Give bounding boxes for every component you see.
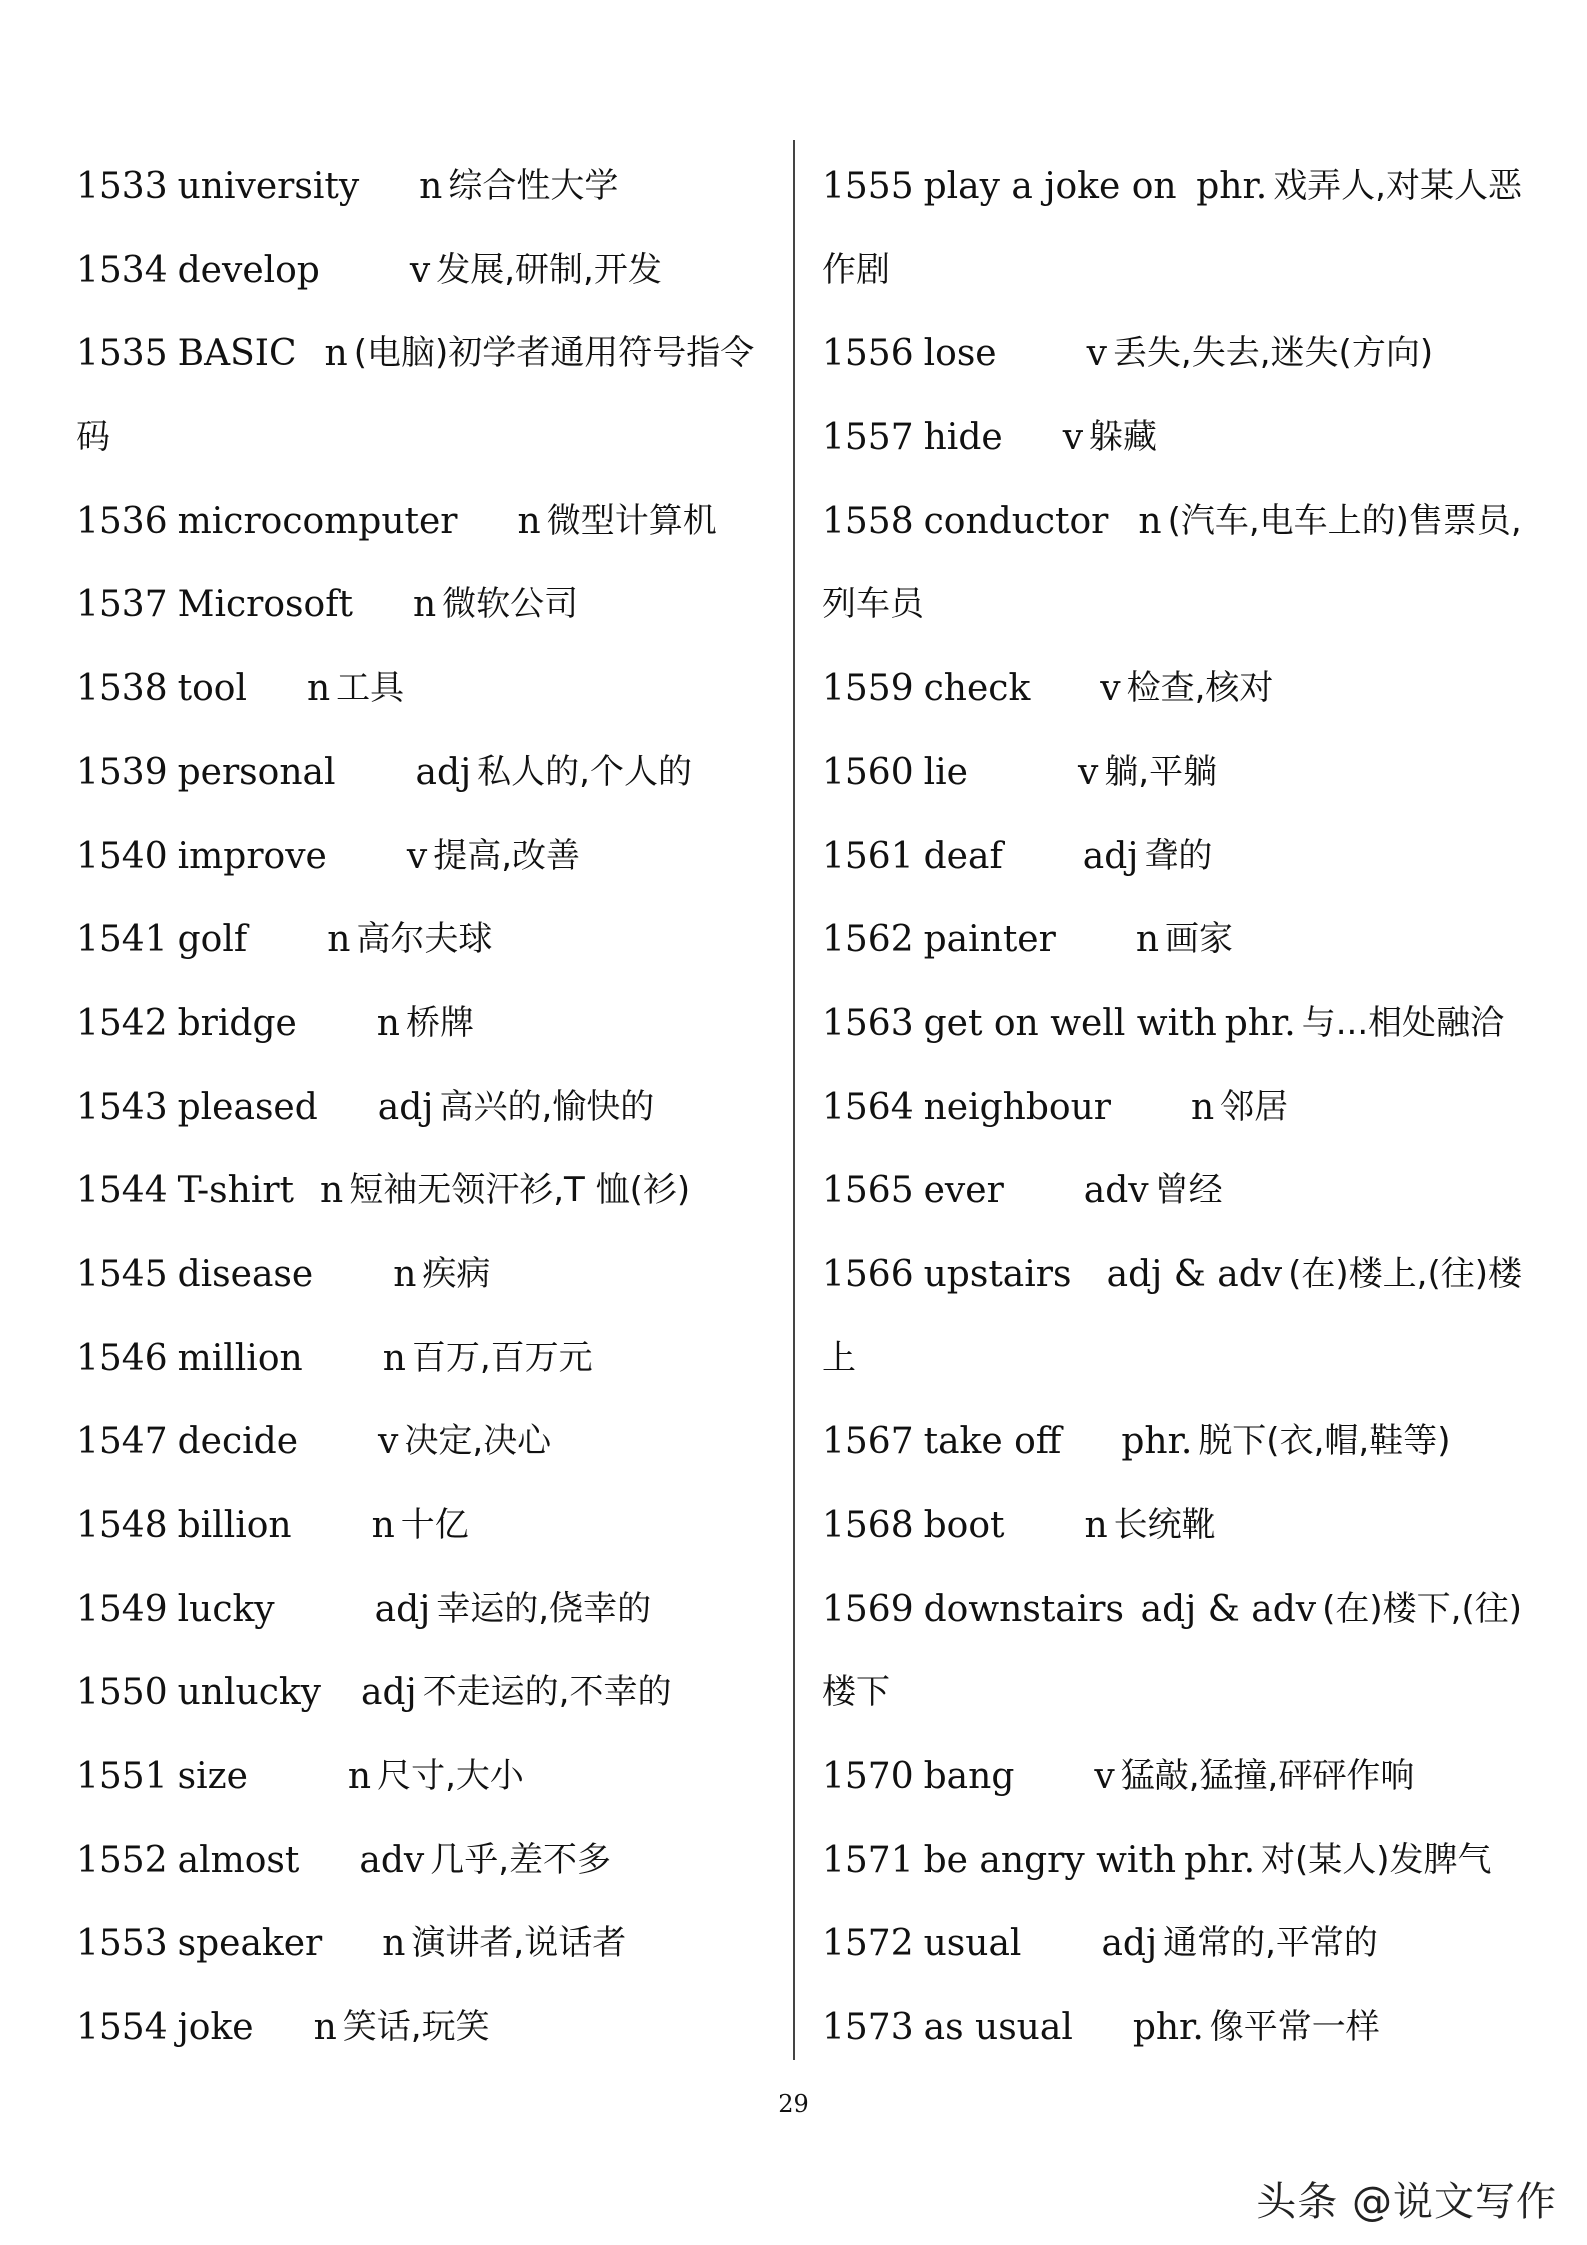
entry-definition: (电脑)初学者通用符号指令 [353, 333, 755, 374]
entry-definition: 提高,改善 [433, 835, 581, 876]
entry-number: 1545 [76, 1253, 168, 1295]
entry-number: 1538 [76, 668, 168, 710]
entry-part-of-speech: n [382, 1337, 406, 1379]
entry-definition: 高兴的,愉快的 [439, 1086, 655, 1127]
entry-definition: 工具 [336, 668, 405, 709]
entry-word: decide [177, 1421, 298, 1463]
entry-part-of-speech: phr. [1121, 1421, 1193, 1463]
entry-definition: 幸运的,侥幸的 [436, 1588, 652, 1629]
entry-definition: 笑话,玩笑 [342, 2007, 490, 2048]
entry-number: 1561 [822, 835, 914, 877]
entry-part-of-speech: adj [1101, 1923, 1158, 1965]
entry-word: conductor [923, 500, 1109, 542]
entry-word: boot [923, 1505, 1005, 1546]
entry-definition: 聋的 [1144, 835, 1213, 876]
entry-word: almost [177, 1839, 300, 1881]
entry-part-of-speech: v [406, 835, 428, 877]
entry-part-of-speech: v [1094, 1756, 1115, 1798]
entry-definition: 疾病 [422, 1253, 491, 1294]
vocab-entry [822, 312, 1522, 396]
entry-part-of-speech: phr. [1196, 166, 1268, 207]
entry-part-of-speech: n [313, 2007, 337, 2049]
entry-word: deaf [923, 835, 1003, 877]
entry-number: 1546 [76, 1337, 168, 1379]
entry-definition: 十亿 [400, 1505, 469, 1545]
entry-number: 1555 [822, 166, 914, 207]
page-number: 29 [778, 2090, 809, 2118]
entry-definition: 尺寸,大小 [377, 1756, 524, 1797]
entry-number: 1542 [76, 1002, 168, 1044]
entry-number: 1552 [76, 1839, 168, 1881]
entry-part-of-speech: adj & adv [1140, 1588, 1317, 1630]
entry-number: 1559 [822, 668, 914, 710]
vocab-entry [76, 1651, 766, 1735]
vocab-entry [76, 1902, 766, 1986]
vocab-entry [822, 1233, 1522, 1317]
entry-definition: 检查,核对 [1126, 668, 1274, 709]
entry-definition: 作剧 [822, 249, 890, 290]
entry-part-of-speech: phr. [1184, 1839, 1256, 1881]
vocab-entry [822, 1149, 1522, 1233]
entry-number: 1557 [822, 417, 914, 459]
entry-definition: 微软公司 [442, 584, 579, 625]
entry-number: 1560 [822, 751, 914, 793]
vocab-entry [76, 1317, 766, 1401]
vocab-entry [822, 1819, 1522, 1903]
vocab-entry [822, 1902, 1522, 1986]
entry-part-of-speech: n [419, 166, 443, 207]
vocab-entry [822, 1484, 1522, 1568]
column-divider [793, 140, 795, 2060]
entry-word: upstairs [923, 1253, 1072, 1295]
entry-definition: 微型计算机 [546, 500, 717, 541]
entry-number: 1571 [822, 1839, 914, 1881]
entry-word: usual [923, 1923, 1022, 1965]
vocab-entry [76, 229, 766, 313]
entry-continuation [822, 1317, 1522, 1401]
entry-number: 1563 [822, 1002, 914, 1044]
vocab-entry [76, 982, 766, 1066]
entry-part-of-speech: v [409, 249, 431, 291]
entry-part-of-speech: n [376, 1002, 400, 1044]
entry-number: 1544 [76, 1170, 168, 1212]
entry-number: 1543 [76, 1086, 168, 1128]
entry-definition: 长统靴 [1113, 1505, 1216, 1545]
entry-number: 1567 [822, 1421, 914, 1463]
entry-definition: 上 [822, 1337, 856, 1378]
entry-part-of-speech: adv [1083, 1170, 1149, 1212]
entry-number: 1534 [76, 249, 168, 291]
entry-number: 1558 [822, 500, 914, 542]
entry-number: 1568 [822, 1505, 914, 1546]
entry-word: painter [923, 919, 1056, 961]
entry-part-of-speech: v [378, 1421, 399, 1463]
entry-part-of-speech: n [347, 1756, 372, 1798]
vocab-entry [822, 1568, 1522, 1652]
vocab-entry [822, 480, 1522, 564]
vocab-entry [822, 396, 1522, 480]
entry-word: T-shirt [177, 1170, 295, 1212]
entry-word: play a joke on [923, 166, 1177, 207]
entry-word: bang [923, 1756, 1015, 1798]
entry-definition: 综合性大学 [448, 166, 619, 206]
vocab-entry [76, 312, 766, 396]
entry-part-of-speech: n [393, 1253, 417, 1295]
vocab-entry [76, 1986, 766, 2070]
entry-word: lie [923, 751, 968, 793]
entry-number: 1556 [822, 333, 914, 375]
entry-number: 1533 [76, 166, 168, 207]
entry-number: 1535 [76, 333, 168, 375]
entry-word: joke [177, 2007, 254, 2049]
entry-number: 1536 [76, 500, 168, 542]
vocab-entry [822, 1066, 1522, 1150]
entry-word: Microsoft [177, 584, 353, 626]
vocab-entry [76, 1149, 766, 1233]
vocab-entry [822, 731, 1522, 815]
vocab-entry [822, 1400, 1522, 1484]
entry-part-of-speech: adv [359, 1839, 425, 1881]
entry-definition: (汽车,电车上的)售票员, [1167, 500, 1522, 541]
entry-word: microcomputer [177, 500, 458, 542]
entry-word: hide [923, 417, 1003, 459]
entry-number: 1570 [822, 1756, 914, 1798]
entry-part-of-speech: v [1100, 668, 1121, 710]
right-column [822, 145, 1522, 2070]
entry-word: check [923, 668, 1031, 710]
entry-number: 1550 [76, 1672, 168, 1714]
entry-word: university [177, 166, 360, 207]
entry-part-of-speech: v [1062, 417, 1084, 459]
entry-part-of-speech: n [1138, 500, 1162, 542]
entry-continuation [76, 396, 766, 480]
entry-definition: 像平常一样 [1209, 2007, 1380, 2048]
left-column [76, 145, 766, 2070]
entry-definition: 演讲者,说话者 [411, 1923, 627, 1964]
entry-part-of-speech: adj [361, 1672, 417, 1714]
entry-definition: 决定,决心 [404, 1421, 552, 1462]
vocab-entry [822, 1986, 1522, 2070]
entry-word: golf [177, 919, 248, 961]
vocab-entry [76, 898, 766, 982]
vocab-entry [76, 1066, 766, 1150]
entry-part-of-speech: adj [415, 751, 472, 793]
vocab-entry [76, 647, 766, 731]
vocab-entry [822, 1735, 1522, 1819]
vocab-entry [76, 563, 766, 647]
entry-definition: 脱下(衣,帽,鞋等) [1198, 1421, 1451, 1462]
entry-word: billion [177, 1505, 292, 1546]
entry-number: 1573 [822, 2007, 914, 2049]
entry-part-of-speech: adj & adv [1106, 1253, 1283, 1295]
entry-part-of-speech: n [324, 333, 348, 375]
vocab-entry [76, 815, 766, 899]
entry-number: 1553 [76, 1923, 168, 1965]
entry-word: take off [923, 1421, 1062, 1463]
entry-word: size [177, 1756, 248, 1798]
entry-part-of-speech: n [327, 919, 351, 961]
entry-number: 1549 [76, 1588, 168, 1630]
entry-word: unlucky [177, 1672, 322, 1714]
entry-word: bridge [177, 1002, 297, 1044]
entry-number: 1564 [822, 1086, 914, 1128]
vocab-entry [76, 1568, 766, 1652]
entry-continuation [822, 1651, 1522, 1735]
entry-definition: 不走运的,不幸的 [422, 1672, 672, 1713]
entry-number: 1572 [822, 1923, 914, 1965]
entry-word: downstairs [923, 1588, 1124, 1630]
entry-definition: (在)楼上,(往)楼 [1288, 1253, 1522, 1294]
entry-continuation [822, 229, 1522, 313]
entry-word: pleased [177, 1086, 318, 1128]
vocab-entry [822, 647, 1522, 731]
vocab-entry [76, 1819, 766, 1903]
entry-number: 1569 [822, 1588, 914, 1630]
entry-word: develop [177, 249, 320, 291]
vocab-entry [76, 1484, 766, 1568]
entry-part-of-speech: n [412, 584, 437, 626]
entry-number: 1547 [76, 1421, 168, 1463]
entry-definition: 曾经 [1154, 1170, 1223, 1211]
vocab-entry [76, 1400, 766, 1484]
entry-word: get on well with [923, 1002, 1217, 1044]
entry-part-of-speech: phr. [1132, 2007, 1204, 2049]
entry-definition: 桥牌 [405, 1002, 474, 1043]
entry-definition: 画家 [1165, 919, 1233, 960]
entry-number: 1566 [822, 1253, 914, 1295]
entry-definition: 短袖无领汗衫,T 恤(衫) [349, 1170, 691, 1211]
entry-definition: 几乎,差不多 [430, 1839, 612, 1880]
entry-number: 1537 [76, 584, 168, 626]
entry-number: 1540 [76, 835, 168, 877]
vocab-entry [822, 982, 1522, 1066]
entry-definition: 邻居 [1220, 1086, 1289, 1127]
entry-definition: 躲藏 [1089, 417, 1158, 458]
entry-definition: 百万,百万元 [411, 1337, 593, 1378]
entry-definition: 猛敲,猛撞,砰砰作响 [1120, 1756, 1415, 1797]
entry-number: 1539 [76, 751, 168, 793]
entry-part-of-speech: phr. [1224, 1002, 1296, 1044]
vocab-entry [76, 480, 766, 564]
entry-word: speaker [177, 1923, 323, 1965]
vocab-entry [822, 815, 1522, 899]
vocab-entry [822, 145, 1522, 229]
entry-number: 1562 [822, 919, 914, 961]
entry-number: 1548 [76, 1505, 168, 1546]
entry-word: BASIC [177, 333, 297, 375]
entry-part-of-speech: v [1077, 751, 1099, 793]
entry-word: as usual [923, 2007, 1073, 2049]
entry-definition: 与...相处融洽 [1301, 1002, 1505, 1043]
entry-word: lose [923, 333, 997, 375]
vocab-entry [76, 145, 766, 229]
entry-part-of-speech: adj [374, 1588, 431, 1630]
entry-word: personal [177, 751, 336, 793]
entry-definition: 高尔夫球 [356, 919, 493, 960]
entry-part-of-speech: n [382, 1923, 406, 1965]
entry-definition: 发展,研制,开发 [436, 249, 662, 290]
vocab-entry [76, 731, 766, 815]
entry-definition: 私人的,个人的 [477, 751, 692, 792]
entry-part-of-speech: n [1084, 1505, 1108, 1546]
entry-definition: 楼下 [822, 1672, 890, 1713]
entry-word: tool [177, 668, 247, 710]
entry-definition: 列车员 [822, 584, 924, 625]
entry-part-of-speech: adj [377, 1086, 434, 1128]
entry-word: be angry with [923, 1839, 1177, 1881]
entry-part-of-speech: n [371, 1505, 395, 1546]
entry-number: 1551 [76, 1756, 168, 1798]
vocab-entry [76, 1735, 766, 1819]
entry-number: 1554 [76, 2007, 168, 2049]
entry-word: improve [177, 835, 327, 877]
entry-part-of-speech: adj [1082, 835, 1139, 877]
entry-word: lucky [177, 1588, 275, 1630]
entry-definition: (在)楼下,(往) [1322, 1588, 1522, 1629]
entry-definition: 对(某人)发脾气 [1261, 1839, 1492, 1880]
entry-number: 1565 [822, 1170, 914, 1212]
entry-definition: 码 [76, 417, 110, 458]
entry-part-of-speech: n [1190, 1086, 1215, 1128]
entry-definition: 戏弄人,对某人恶 [1273, 166, 1522, 206]
vocab-entry [76, 1233, 766, 1317]
entry-part-of-speech: n [320, 1170, 344, 1212]
entry-number: 1541 [76, 919, 168, 961]
entry-word: neighbour [923, 1086, 1111, 1128]
entry-part-of-speech: v [1086, 333, 1107, 375]
entry-definition: 通常的,平常的 [1163, 1923, 1378, 1964]
entry-word: million [177, 1337, 303, 1379]
entry-continuation [822, 563, 1522, 647]
entry-word: ever [923, 1170, 1004, 1212]
entry-word: disease [177, 1253, 314, 1295]
entry-definition: 丢失,失去,迷失(方向) [1112, 333, 1434, 374]
vocab-entry [822, 898, 1522, 982]
watermark: 头条 @说文写作 [1256, 2179, 1557, 2225]
entry-part-of-speech: n [1135, 919, 1159, 961]
entry-part-of-speech: n [306, 668, 331, 710]
entry-part-of-speech: n [517, 500, 541, 542]
entry-definition: 躺,平躺 [1104, 751, 1218, 792]
